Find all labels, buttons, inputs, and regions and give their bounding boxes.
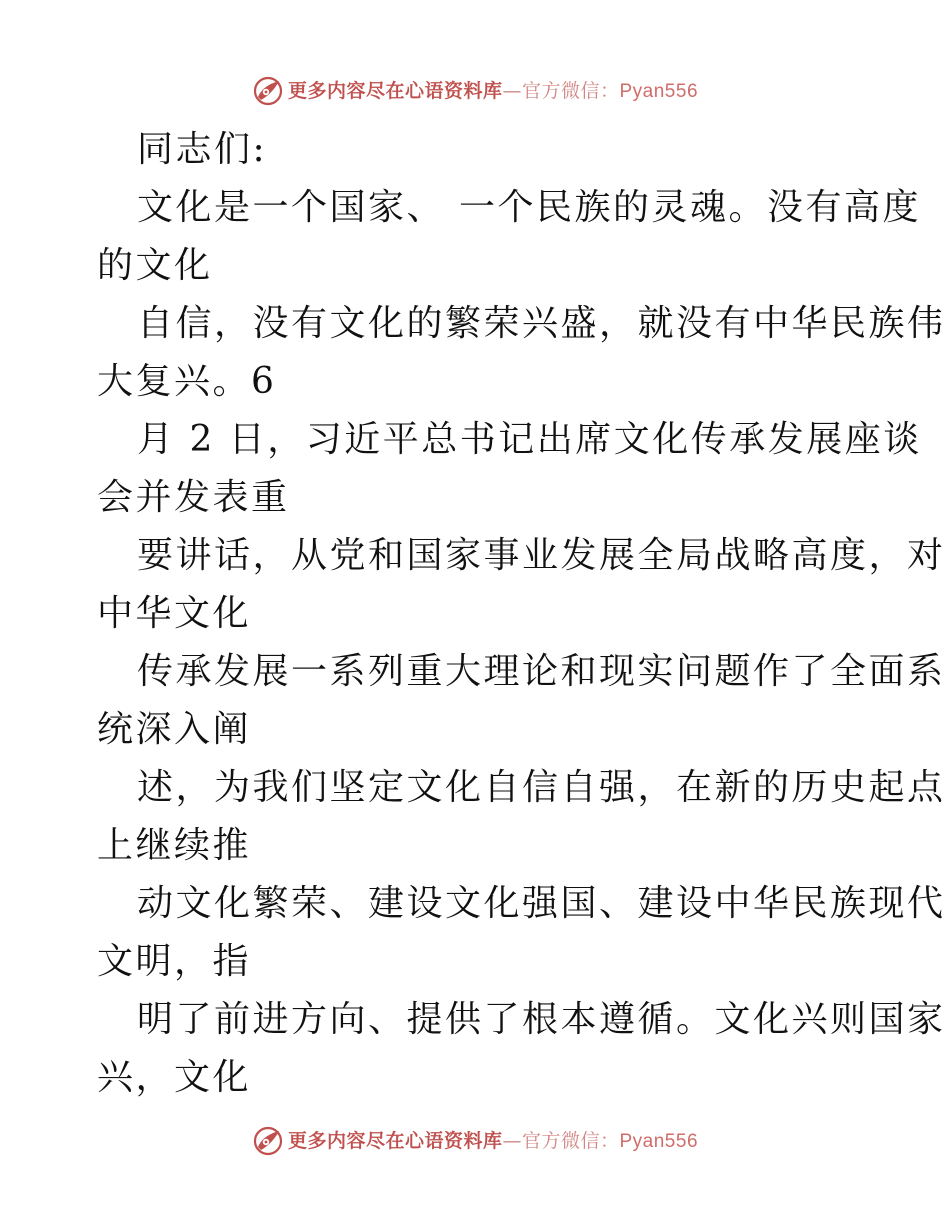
pen-nib-logo-icon (252, 75, 284, 107)
body-line-salutation: 同志们: (137, 129, 268, 170)
pen-nib-logo-icon (252, 1125, 284, 1157)
body-line: 要讲话，从党和国家事业发展全局战略高度，对 (137, 535, 946, 576)
header-wechat-id: Pyan556 (619, 80, 699, 102)
header-banner-text (288, 71, 698, 112)
footer-watermark-banner (0, 1121, 950, 1161)
body-line: 自信，没有文化的繁荣兴盛，就没有中华民族伟 (137, 303, 946, 344)
body-line: 大复兴。6 (97, 361, 277, 402)
footer-wechat-label: 官方微信： (521, 1129, 620, 1152)
footer-dash: — (502, 1129, 522, 1152)
body-line: 中华文化 (97, 593, 252, 634)
header-watermark-banner (0, 71, 950, 111)
body-line: 月 2 日，习近平总书记出席文化传承发展座谈 (137, 419, 922, 460)
footer-banner-text (288, 1121, 698, 1162)
body-line: 上继续推 (97, 825, 252, 866)
footer-wechat-id: Pyan556 (619, 1130, 699, 1152)
body-line: 传承发展一系列重大理论和现实问题作了全面系 (137, 651, 946, 692)
body-line: 述，为我们坚定文化自信自强，在新的历史起点 (137, 767, 946, 808)
header-site-text: 更多内容尽在心语资料库 (287, 79, 503, 102)
body-line: 明了前进方向、提供了根本遵循。文化兴则国家 (137, 999, 946, 1040)
header-dash: — (502, 79, 522, 102)
body-line: 动文化繁荣、建设文化强国、建设中华民族现代 (137, 883, 946, 924)
body-line: 兴，文化 (97, 1057, 252, 1098)
body-line: 文化是一个国家、 一个民族的灵魂。没有高度 (137, 187, 921, 228)
header-wechat-label: 官方微信： (521, 79, 620, 102)
footer-site-text: 更多内容尽在心语资料库 (287, 1129, 503, 1152)
body-line: 的文化 (97, 245, 213, 286)
document-body (97, 121, 946, 1107)
body-line: 统深入阐 (97, 709, 252, 750)
body-line: 文明，指 (97, 941, 252, 982)
body-line: 会并发表重 (97, 477, 290, 518)
